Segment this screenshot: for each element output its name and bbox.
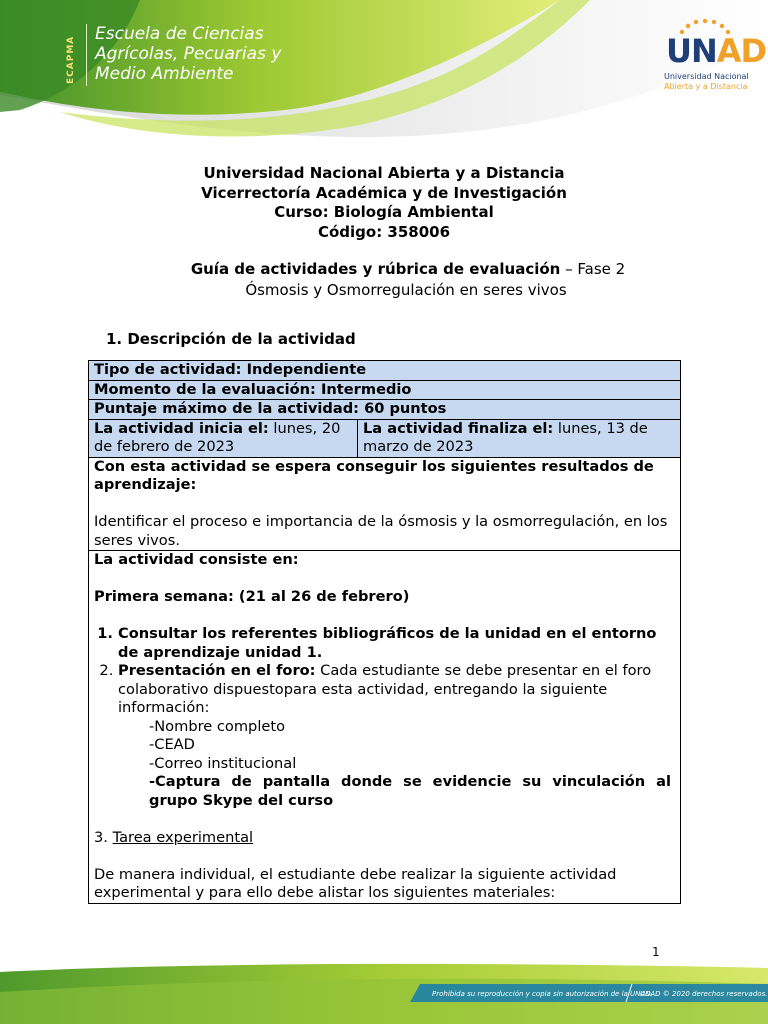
guide-title: Guía de actividades y rúbrica de evaluación – Fase 2: [190, 260, 626, 278]
info-item-cead: -CEAD: [149, 736, 195, 753]
school-name-line1: Escuela de Ciencias: [95, 24, 264, 44]
activity-table: [88, 360, 681, 904]
max-score: Puntaje máximo de la actividad: 60 puntos: [89, 400, 681, 420]
unad-subtitle-1: Universidad Nacional: [664, 72, 749, 81]
guide-subtitle: Ósmosis y Osmorregulación en seres vivos: [245, 281, 567, 299]
start-date-cell: La actividad inicia el: lunes, 20 de febrero de 2023: [89, 419, 358, 457]
activity-type: Tipo de actividad: Independiente: [89, 361, 681, 381]
activity-steps-list: [94, 625, 675, 718]
week-heading: Primera semana: (21 al 26 de febrero): [94, 588, 410, 605]
page-number: 1: [652, 945, 660, 959]
closing-paragraph: De manera individual, el estudiante debe realizar la siguiente actividad experimental y para ello debe alistar los siguientes materiales:: [94, 865, 617, 901]
course-code: Código: 358006: [317, 222, 451, 241]
learning-outcomes-cell: [89, 457, 681, 551]
list-item: 2. Presentación en el foro: Cada estudiante se debe presentar en el foro colaborativo dispuestopara esta actividad, entregando la siguiente información:: [118, 662, 675, 718]
unad-logo: [660, 18, 767, 98]
evaluation-moment: Momento de la evaluación: Intermedio: [89, 380, 681, 400]
activity-description-cell: [89, 551, 681, 904]
school-name-line3: Medio Ambiente: [95, 64, 234, 84]
page-footer: [0, 962, 768, 1024]
course-name: Curso: Biología Ambiental: [274, 203, 494, 221]
list-item: 1. Consultar los referentes bibliográficos de la unidad en el entorno de aprendizaje unidad 1.: [118, 625, 675, 662]
footer-copy-notice: Prohibida su reproducción y copia sin autorización de la UNAD.: [432, 990, 653, 998]
info-item-screenshot: -Captura de pantalla donde se evidencie su vinculación al grupo Skype del curso: [149, 773, 671, 809]
page-header: [0, 0, 768, 150]
section-heading: 1. Descripción de la actividad: [106, 330, 356, 348]
learning-outcomes-heading: Con esta actividad se espera conseguir los siguientes resultados de aprendizaje:: [94, 457, 654, 493]
unad-wordmark: UNAD: [666, 32, 767, 70]
end-date-cell: La actividad finaliza el: lunes, 13 de marzo de 2023: [358, 419, 681, 457]
info-item-email: -Correo institucional: [149, 754, 297, 772]
info-list: [94, 718, 675, 774]
activity-consists-heading: La actividad consiste en:: [94, 551, 299, 568]
experimental-task-heading: 3. Tarea experimental: [94, 828, 254, 846]
logo-divider: [86, 24, 87, 86]
school-name-line2: Agrícolas, Pecuarias y: [95, 44, 282, 64]
vicerrectoria: Vicerrectoría Académica y de Investigación: [201, 183, 567, 202]
learning-outcomes-text: Identificar el proceso e importancia de la ósmosis y la osmorregulación, en los seres vivos.: [94, 513, 668, 549]
info-item-name: -Nombre completo: [149, 717, 286, 735]
ecapma-label: ECAPMA: [66, 35, 76, 85]
unad-subtitle-2: Abierta y a Distancia: [664, 82, 748, 91]
school-name: [95, 24, 281, 84]
footer-rights-notice: UNAD © 2020 derechos reservados.: [640, 990, 768, 998]
document-title-block: [0, 164, 768, 242]
university-name: Universidad Nacional Abierta y a Distancia: [203, 164, 565, 182]
